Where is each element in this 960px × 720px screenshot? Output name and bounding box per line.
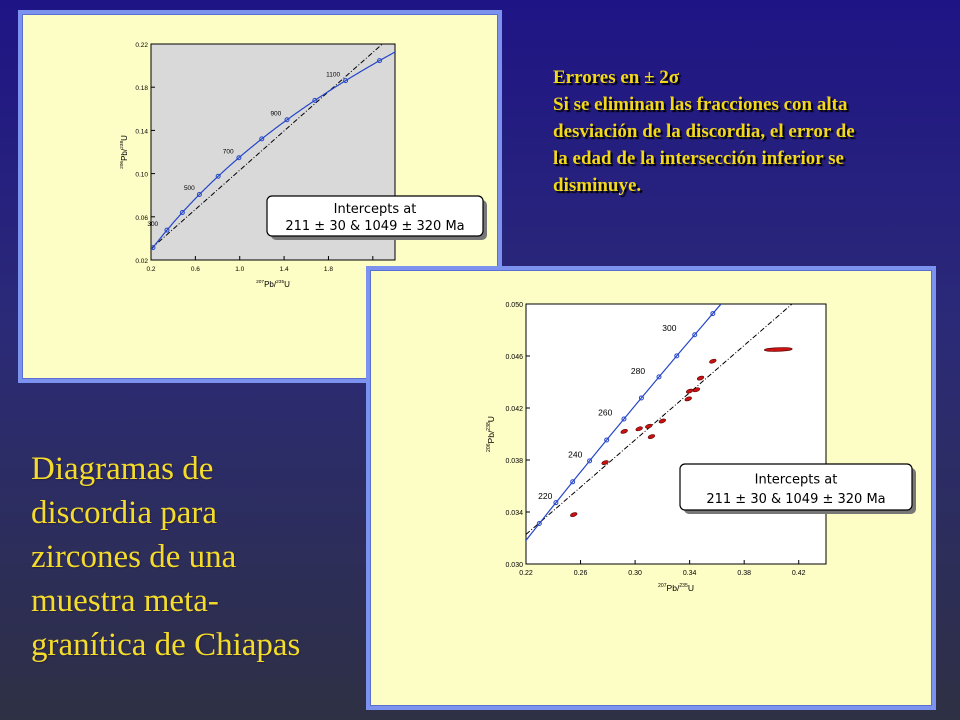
x-tick-label: 0.22	[519, 570, 533, 577]
x-tick-label: 1.8	[323, 266, 333, 273]
y-axis-label-part: 238	[120, 140, 125, 149]
y-axis-label	[486, 416, 496, 452]
concordia-age-label: 240	[568, 449, 583, 460]
x-axis-label-part: 207	[658, 583, 667, 589]
x-tick-label: 1.0	[235, 266, 245, 273]
y-tick-label: 0.050	[505, 302, 523, 309]
x-tick-label: 0.30	[628, 570, 642, 577]
concordia-age-label: 280	[630, 366, 646, 377]
caption-line: granítica de Chiapas	[31, 627, 301, 663]
intercepts-title: Intercepts at	[754, 472, 838, 488]
y-axis-label-part: Pb/	[486, 430, 496, 444]
x-axis-label-part: 235	[276, 280, 285, 285]
concordia-age-label: 700	[222, 148, 234, 156]
concordia-age-label: 300	[662, 323, 677, 334]
y-tick-label: 0.14	[135, 128, 148, 136]
x-axis-label-part: 235	[679, 583, 688, 589]
y-axis-label-part: U	[120, 135, 129, 141]
concordia-age-label: 300	[147, 220, 159, 228]
x-tick-label: 0.34	[682, 570, 697, 577]
y-tick-label: 0.02	[135, 258, 148, 265]
caption-line: muestra meta-	[31, 583, 219, 619]
concordia-age-label: 500	[183, 185, 195, 193]
y-axis-label-part: 206	[120, 160, 125, 169]
x-axis-label	[658, 583, 694, 593]
x-axis-label	[256, 279, 290, 289]
note-line: disminuye.	[553, 175, 642, 196]
caption-line: zircones de una	[31, 539, 237, 575]
y-axis-label-part: 206	[486, 443, 492, 452]
note-line: desviación de la discordia, el error de	[553, 121, 855, 142]
x-tick-label: 0.2	[146, 266, 156, 273]
x-tick-label: 0.42	[791, 570, 806, 577]
x-axis-label-part: U	[687, 583, 694, 593]
y-axis-label-part: 238	[486, 422, 492, 431]
y-tick-label: 0.034	[505, 510, 523, 517]
y-tick-label: 0.042	[505, 406, 523, 413]
y-axis-label	[119, 135, 129, 169]
y-tick-label: 0.030	[505, 562, 523, 569]
x-tick-label: 0.6	[190, 266, 200, 273]
caption-line: Diagramas de	[31, 451, 214, 487]
plot-area	[526, 304, 826, 564]
y-tick-label: 0.22	[135, 42, 148, 49]
concordia-chart-zoomed	[370, 270, 932, 706]
note-line: la edad de la intersección inferior se	[553, 148, 844, 169]
intercepts-values: 211 ± 30 & 1049 ± 320 Ma	[285, 219, 465, 234]
concordia-age-label: 1100	[326, 71, 341, 79]
concordia-age-label: 900	[270, 110, 282, 118]
caption-line: discordia para	[31, 495, 217, 531]
y-tick-label: 0.06	[135, 214, 148, 222]
note-line: Si se eliminan las fracciones con alta	[553, 94, 848, 115]
y-tick-label: 0.038	[505, 458, 523, 465]
chart-panel-zoomed	[366, 266, 936, 710]
y-tick-label: 0.046	[505, 354, 523, 361]
note-line: Errores en ± 2σ	[553, 67, 680, 88]
concordia-age-label: 260	[598, 407, 613, 418]
y-axis-label-part: U	[486, 416, 496, 423]
x-axis-label-part: Pb/	[264, 280, 277, 289]
concordia-age-label: 220	[538, 490, 553, 501]
intercepts-values: 211 ± 30 & 1049 ± 320 Ma	[706, 492, 886, 508]
x-axis-label-part: U	[284, 280, 290, 289]
slide-caption	[31, 447, 351, 667]
x-axis-label-part: 207	[256, 280, 265, 285]
x-tick-label: 0.26	[573, 570, 588, 577]
y-axis-label-part: Pb/	[120, 148, 129, 161]
y-tick-label: 0.10	[135, 171, 148, 179]
x-tick-label: 0.38	[737, 570, 751, 577]
intercepts-title: Intercepts at	[333, 201, 417, 217]
y-tick-label: 0.18	[135, 85, 148, 93]
x-axis-label-part: Pb/	[666, 583, 680, 593]
error-notes	[553, 64, 913, 199]
x-tick-label: 1.4	[279, 266, 289, 273]
